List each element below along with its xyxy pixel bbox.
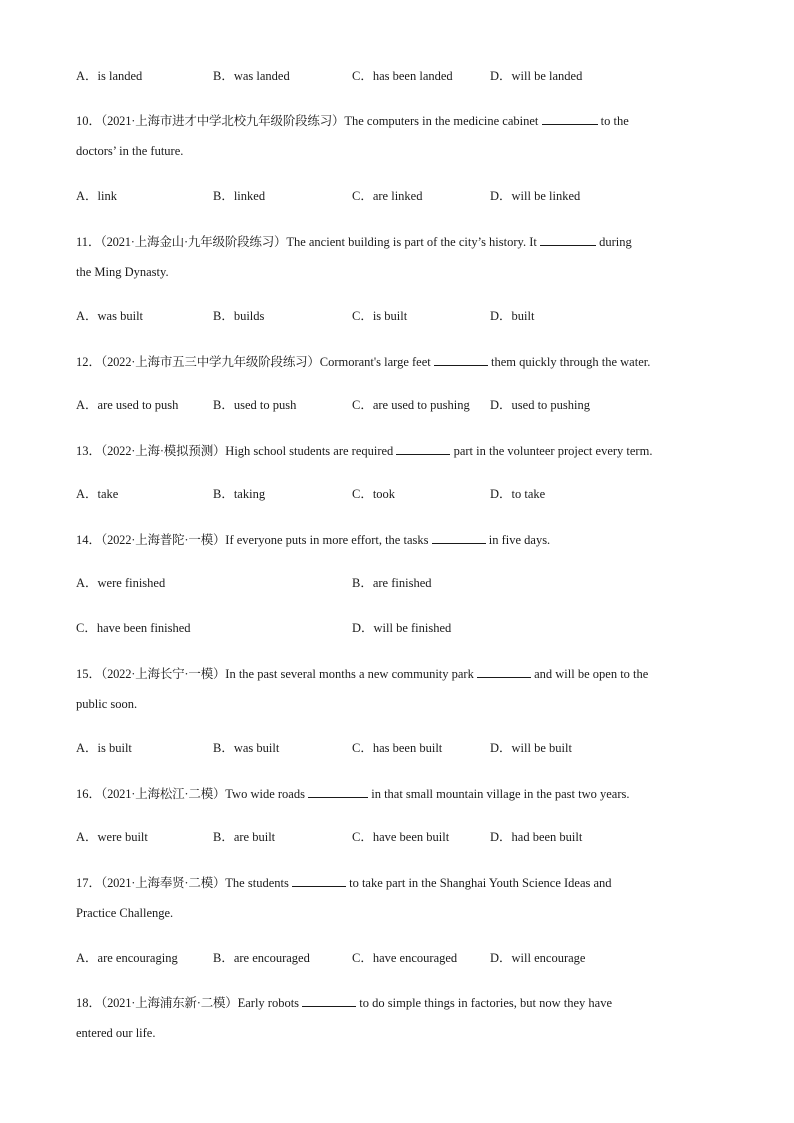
answer-blank xyxy=(477,665,531,678)
question-number: 15． xyxy=(76,667,102,681)
question-number: 17． xyxy=(76,876,102,890)
option-d: D．used to pushing xyxy=(490,398,591,412)
stem-text: Cormorant's large feet xyxy=(319,355,431,369)
question-number: 18． xyxy=(76,996,102,1010)
option-b: B．was built xyxy=(213,741,280,755)
question-source: （2022·上海长宁·一模） xyxy=(101,667,226,681)
question-number: 10． xyxy=(76,114,102,128)
question-number: 11． xyxy=(76,235,101,249)
question-source: （2021·上海松江·二模） xyxy=(101,787,226,801)
question-source: （2021·上海市进才中学北校九年级阶段练习） xyxy=(101,114,345,128)
stem-text: them quickly through the water. xyxy=(491,355,651,369)
question-stem xyxy=(76,874,726,891)
option-a: A．are used to push xyxy=(76,398,179,412)
option-d: D．will encourage xyxy=(490,951,586,965)
stem-text: High school students are required xyxy=(225,444,394,458)
answer-blank xyxy=(396,442,450,455)
option-c: C．are used to pushing xyxy=(352,398,470,412)
option-c: C．have been finished xyxy=(76,621,191,635)
question-source: （2022·上海市五三中学九年级阶段练习） xyxy=(101,355,320,369)
option-d: D．will be linked xyxy=(490,189,581,203)
stem-continuation: entered our life. xyxy=(76,1026,156,1040)
stem-text: In the past several months a new community park xyxy=(225,667,474,681)
question-stem xyxy=(76,233,726,250)
stem-text: The students xyxy=(225,876,289,890)
option-c: C．took xyxy=(352,487,396,501)
answer-blank xyxy=(292,874,346,887)
stem-text: part in the volunteer project every term. xyxy=(453,444,653,458)
option-b: B．are finished xyxy=(352,576,432,590)
option-b: B．are built xyxy=(213,830,276,844)
option-a: A．are encouraging xyxy=(76,951,178,965)
option-c: C．has been landed xyxy=(352,69,453,83)
stem-text: in that small mountain village in the past two years. xyxy=(371,787,630,801)
stem-text: Two wide roads xyxy=(225,787,305,801)
option-a: A．take xyxy=(76,487,119,501)
stem-text: If everyone puts in more effort, the tasks xyxy=(225,533,429,547)
option-b: B．taking xyxy=(213,487,266,501)
option-a: A．link xyxy=(76,189,117,203)
option-a: A．is built xyxy=(76,741,132,755)
question-source: （2022·上海普陀·一模） xyxy=(101,533,226,547)
option-b: B．are encouraged xyxy=(213,951,310,965)
answer-blank xyxy=(542,112,598,125)
option-b: B．was landed xyxy=(213,69,290,83)
answer-blank xyxy=(302,994,356,1007)
option-c: C．are linked xyxy=(352,189,423,203)
question-stem xyxy=(76,353,726,370)
stem-text: to do simple things in factories, but now they have xyxy=(359,996,613,1010)
stem-continuation: the Ming Dynasty. xyxy=(76,265,169,279)
stem-text: to take part in the Shanghai Youth Science Ideas and xyxy=(349,876,612,890)
option-d: D．to take xyxy=(490,487,546,501)
option-b: B．used to push xyxy=(213,398,297,412)
question-number: 14． xyxy=(76,533,102,547)
question-number: 16． xyxy=(76,787,102,801)
question-source: （2021·上海奉贤·二模） xyxy=(101,876,226,890)
question-stem xyxy=(76,531,726,548)
stem-text: The computers in the medicine cabinet xyxy=(344,114,539,128)
option-a: A．is landed xyxy=(76,69,143,83)
question-source: （2021·上海浦东新·二模） xyxy=(101,996,238,1010)
option-d: D．had been built xyxy=(490,830,583,844)
question-stem xyxy=(76,665,726,682)
question-stem xyxy=(76,112,726,129)
option-b: B．linked xyxy=(213,189,266,203)
option-b: B．builds xyxy=(213,309,265,323)
stem-continuation: doctors’ in the future. xyxy=(76,144,184,158)
question-source: （2022·上海·模拟预测） xyxy=(101,444,226,458)
answer-blank xyxy=(308,785,368,798)
option-d: D．will be built xyxy=(490,741,572,755)
stem-continuation: public soon. xyxy=(76,697,138,711)
question-stem xyxy=(76,994,726,1011)
option-d: D．will be landed xyxy=(490,69,583,83)
option-a: A．were built xyxy=(76,830,148,844)
option-c: C．have been built xyxy=(352,830,450,844)
stem-text: in five days. xyxy=(488,533,551,547)
stem-text: The ancient building is part of the city’s history. It xyxy=(286,235,537,249)
stem-text: to the xyxy=(600,114,629,128)
option-d: D．built xyxy=(490,309,535,323)
option-c: C．have encouraged xyxy=(352,951,458,965)
option-c: C．is built xyxy=(352,309,408,323)
question-stem xyxy=(76,785,726,802)
option-a: A．were finished xyxy=(76,576,166,590)
stem-continuation: Practice Challenge. xyxy=(76,906,174,920)
option-d: D．will be finished xyxy=(352,621,452,635)
question-number: 12． xyxy=(76,355,102,369)
answer-blank xyxy=(434,353,488,366)
stem-text: Early robots xyxy=(237,996,300,1010)
answer-blank xyxy=(432,531,486,544)
question-number: 13． xyxy=(76,444,102,458)
question-source: （2021·上海金山·九年级阶段练习） xyxy=(100,235,287,249)
question-stem xyxy=(76,442,726,459)
option-c: C．has been built xyxy=(352,741,443,755)
option-a: A．was built xyxy=(76,309,144,323)
stem-text: and will be open to the xyxy=(534,667,649,681)
stem-text: during xyxy=(599,235,632,249)
answer-blank xyxy=(540,233,596,246)
